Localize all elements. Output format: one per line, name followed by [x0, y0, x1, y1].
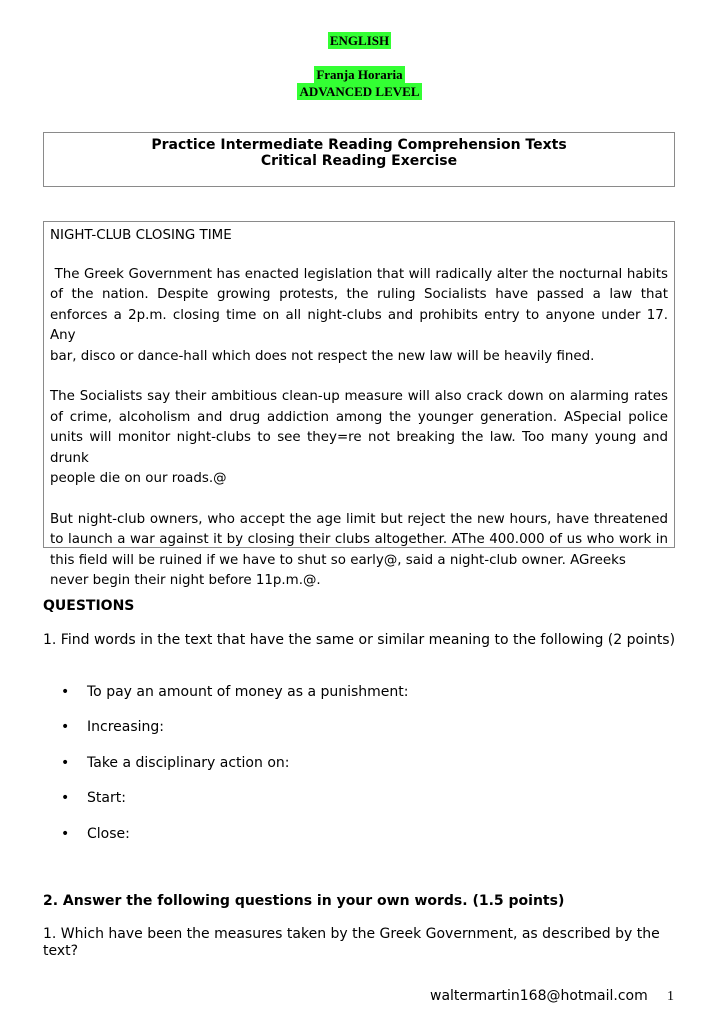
questions-heading: QUESTIONS: [43, 598, 135, 614]
list-item: • Start:: [61, 790, 126, 807]
reading-paragraph-3: But night-club owners, who accept the age limit but reject the new hours, have threatened to launch a war against it by closing their clubs altogether. AThe 400.000 of us who work in this field will be ruined if we have to shut so early@, said a night-club owner. AGreeks: [50, 511, 668, 568]
reading-paragraph-2: The Socialists say their ambitious clean-up measure will also crack down on alarming rates of crime, alcoholism and drug addiction among the younger generation. ASpecial police units will monitor night-clubs to see they=re not breaking the law. Too many young and drunk: [50, 389, 668, 466]
exercise-title: Practice Intermediate Reading Comprehension Texts: [151, 137, 567, 153]
list-item: • Increasing:: [61, 719, 164, 736]
bullet-icon: •: [61, 719, 70, 736]
reading-paragraph-3-end: never begin their night before 11p.m.@.: [50, 573, 321, 588]
footer-email: waltermartin168@hotmail.com: [430, 988, 648, 1004]
bullet-icon: •: [61, 790, 70, 807]
list-item: • Take a disciplinary action on:: [61, 754, 290, 771]
level-header: [0, 84, 719, 100]
reading-title: NIGHT-CLUB CLOSING TIME: [50, 228, 232, 243]
page-number: 1: [667, 989, 674, 1004]
question-2-heading: 2. Answer the following questions in your own words. (1.5 points): [43, 893, 565, 909]
vocabulary-list: [43, 684, 409, 861]
bullet-icon: •: [61, 754, 70, 771]
reading-paragraph-1-end: bar, disco or dance-hall which does not respect the new law will be heavily fined.: [50, 348, 595, 364]
reading-paragraph-1: The Greek Government has enacted legislation that will radically alter the nocturnal habits of the nation. Despite growing protests, the ruling Socialists have passed a law that enforces a 2p.m. closing time on all night-clubs and prohibits entry to anyone under 17. Any: [50, 266, 668, 343]
level-label: ADVANCED LEVEL: [299, 84, 420, 99]
list-item: • Close:: [61, 825, 130, 842]
subject-header: [0, 33, 719, 49]
bullet-icon: •: [61, 825, 70, 842]
question-2-1: 1. Which have been the measures taken by the Greek Government, as described by the text?: [43, 926, 660, 959]
exercise-subtitle: Critical Reading Exercise: [260, 153, 458, 169]
schedule-header: [0, 67, 719, 83]
bullet-icon: •: [61, 684, 70, 700]
list-item: • To pay an amount of money as a punishment:: [61, 684, 409, 700]
subject-label: ENGLISH: [329, 33, 390, 48]
reading-paragraph-2-end: people die on our roads.@: [50, 471, 227, 486]
exercise-title-box: [43, 132, 675, 187]
question-1: 1. Find words in the text that have the same or similar meaning to the following (2 points): [43, 632, 676, 648]
reading-text-box: [43, 221, 675, 588]
schedule-label: Franja Horaria: [316, 67, 403, 82]
